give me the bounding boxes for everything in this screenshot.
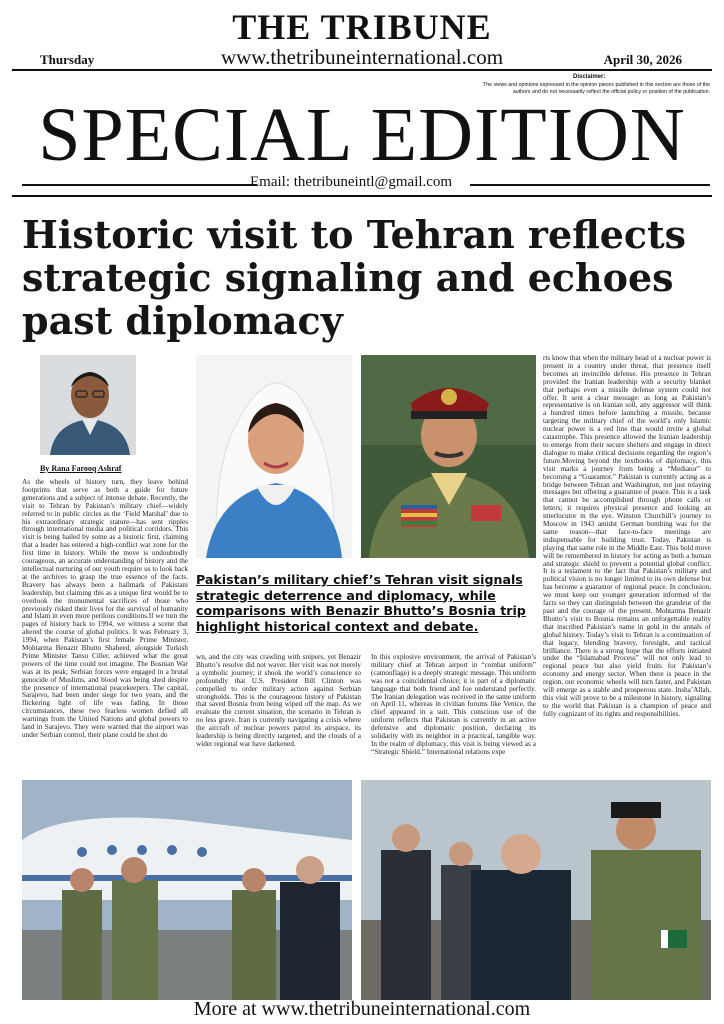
issue-date: April 30, 2026 (603, 52, 682, 67)
disclaimer-heading: Disclaimer: (573, 74, 606, 80)
issue-day: Thursday (40, 52, 95, 67)
airport-arrival-photo (22, 780, 352, 1000)
footer-website[interactable]: More at www.thetribuneinternational.com (193, 998, 531, 1020)
article-headline: Historic visit to Tehran reflects strategic signaling and echoes past diplomacy (22, 212, 687, 343)
email-rule-right (470, 184, 710, 186)
author-photo (40, 355, 136, 455)
section-rule (12, 195, 712, 197)
masthead-rule (12, 69, 712, 71)
disclaimer-text: The views and opinions expressed in the opinion pieces published in this section are those of the authors and do not necessarily reflect the official policy or position of the publication. (482, 82, 710, 95)
byline: By Rana Farooq Ashraf (40, 464, 122, 473)
benazir-bhutto-photo (196, 355, 352, 558)
article-column-3: In this explosive environment, the arrival of Pakistan’s military chief at Tehran airport in “combat uniform” (camouflage) is a deeply strategic message. This uniform was not a coincidental choice; it is part of a diplomatic language that both friend and foe understand perfectly. The Iranian delegation was received in the same uniform on April 11, whereas in civilian forums like Venice, the chief appeared in a suit. This conscious use of the uniform reflects that Pakistan is currently in an active defensive and diplomatic position, declaring its solidarity with its neighbor in a practical, tangible way. In the realm of diplomacy, this visit is being viewed as a “Strategic Shield.” International relations expe (371, 654, 536, 756)
article-column-1: As the wheels of history turn, they leave behind footprints that serve as both a guide for future generations and a subject of intense debate. Recently, the visit to Tehran by Pakistan’s military chief—widely referred to in public circles as the ‘Field Marshal’ due to his extraordinary strategic stature—has sent ripples through international media and political corridors. This visit is being hailed by some as a historic first, claiming that a leader has entered a high-conflict war zone for the first time in history. While the move is undoubtedly courageous, an accurate understanding of history and the intellectual nurturing of our youth require us to look back at the archives to grasp the true essence of the facts. Bravery has always been a hallmark of Pakistani leadership, but claiming this as a unique first would be to overlook the monumental sacrifices of those who previously risked their lives for the survival of humanity and Islam in even more perilous conditions.If we turn the pages of history back to 1994, we witness a scene that altered the course of global politics. It was February 3, 1994, when Pakistan’s first female Prime Minister, Mohtarma Benazir Bhutto Shaheed, alongside Turkish Prime Minister Tansu Ciller, achieved what the great powers of the time could not imagine. The Bosnian War was at its peak; Serbian forces were engaged in a brutal genocide of Muslims, and blood was being shed despite the presence of international peacekeepers. The capital, Sarajevo, had been under siege for two years, and the flickering light of life was fading. In those circumstances, these two fearless women defied all warnings from the United Nations and global powers to land in Sarajevo. They were warned that the airport was under Serbian control, their plane could be shot do (22, 479, 188, 739)
contact-email[interactable]: Email: thetribuneintl@gmail.com (250, 174, 453, 190)
article-subheadline: Pakistan’s military chief’s Tehran visit signals strategic deterrence and diplomacy, while comparisons with Benazir Bhutto’s Bosnia trip highlight historical context and debate. (196, 572, 526, 634)
email-rule-left (22, 184, 257, 186)
edition-banner: SPECIAL EDITION (38, 93, 686, 177)
greeting-delegation-photo (361, 780, 711, 1000)
article-column-2: wn, and the city was crawling with snipers, yet Benazir Bhutto’s resolve did not waver. Her visit was not merely a symbolic journey; it shook the world’s conscience so profoundly that U.S. President Bill Clinton was compelled to order military action against Serbian strongholds. This is the courageous history of Pakistan that saved Bosnia from being wiped off the map. As we evaluate the current situation, the scenario in Tehran is no less grave. Iran is currently navigating a crisis where the aircraft of nuclear powers patrol its airspace, its leadership is being directly targeted, and the clouds of a wider regional war have darkened. (196, 654, 361, 748)
masthead-title: THE TRIBUNE (232, 7, 492, 47)
article-column-4: rts know that when the military head of a nuclear power is present in a country under threat, that presence itself becomes an invincible defense. His presence in Tehran provided the Iranian leadership with a security blanket that perhaps even a missile defense system could not offer. It sent a clear message: as long as Pakistan’s representative is on Iranian soil, any aggressor will think a hundred times before launching a missile, because targeting the military chief of the world’s only Islamic nuclear power is a red line that would invite a global catastrophe. This presence allowed the Iranian leadership to emerge from their secure shelters and engage in direct dialogue to make critical decisions regarding the region’s future.Moving beyond the textbooks of diplomacy, this visit marks a journey from being a “Mediator” to becoming a “Guarantor.” Pakistan is currently acting as a bridge between Tehran and Washington, not just relaying messages but offering a guarantee of peace. This is a task that cannot be accomplished through phone calls or letters; it requires physical presence and looking an interlocutor in the eye. Winston Churchill’s journey to Moscow in 1943 amidst German bombing was for the same reason—that face-to-face meetings are indispensable for building trust. Today, Pakistan is playing that same role in the Middle East. This bold move will be remembered in history for acting as both a human and strategic shield to prevent a potential global conflict. It is a testament to the fact that Pakistan’s military and political vision is no longer limited to its own defense but has become a guarantor of regional peace. In conclusion, we must keep our younger generation informed of the facts so they can distinguish between the grandeur of the past and the courage of the present. Mohtarma Benazir Bhutto’s visit to Bosnia remains an unforgettable reality that inscribed Pakistan’s name in gold in the annals of global history. Today’s visit to Tehran is a continuation of that legacy, blending bravery, foresight, and tactical brilliance. There is a strong hope that the efforts initiated under the “Islamabad Process” will not only lead to regional peace but also yield fruits for Pakistan’s economy and energy sector. When there is peace in the region, our economic wheels will turn faster, and Pakistan will emerge as a stable and prosperous state. Insha’Allah, this visit will prove to be a milestone in history, signaling to the world that Pakistan is a champion of peace and fully cognizant of its rights and responsibilities. (543, 355, 711, 718)
military-chief-photo (361, 355, 536, 558)
masthead-website[interactable]: www.thetribuneinternational.com (220, 45, 504, 69)
